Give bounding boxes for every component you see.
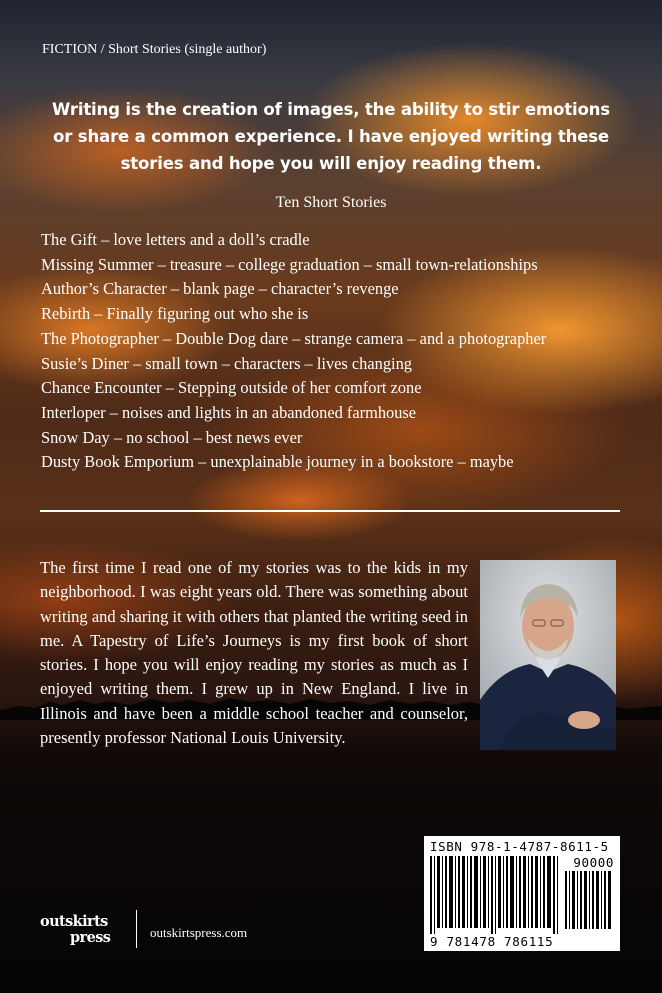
story-item: The Photographer – Double Dog dare – strange camera – and a photographer bbox=[41, 328, 547, 348]
section-divider bbox=[40, 510, 620, 512]
isbn-label: ISBN 978-1-4787-8611-5 bbox=[430, 839, 609, 854]
author-bio: The first time I read one of my stories was to the kids in my neighborhood. I was eight years old. There was something about writing and sharing it with others that planted the writing seed in me. A Tapestry of Life’s Journeys is my first book of short stories. I hope you will enjoy reading my stories as much as I enjoyed writing them. I grew up in New England. I live in Illinois and have been a middle school teacher and counselor, presently professor National Louis University. bbox=[40, 558, 468, 748]
publisher-logo-sub: press bbox=[70, 929, 111, 946]
story-list bbox=[41, 228, 546, 475]
stories-heading: Ten Short Stories bbox=[275, 194, 387, 211]
story-item: Interloper – noises and lights in an abandoned farmhouse bbox=[41, 402, 417, 422]
barcode-icon bbox=[430, 856, 560, 934]
story-item: Dusty Book Emporium – unexplainable journey in a bookstore – maybe bbox=[41, 452, 514, 472]
price-code: 90000 bbox=[573, 855, 614, 870]
publisher-logo: outskirts bbox=[40, 913, 108, 930]
genre-label: FICTION / Short Stories (single author) bbox=[42, 42, 267, 57]
story-item: Snow Day – no school – best news ever bbox=[41, 427, 303, 447]
tagline-blurb: Writing is the creation of images, the ability to stir emotions or share a common experience. I have enjoyed writing these stories and hope you will enjoy reading them. bbox=[52, 100, 610, 173]
isbn-barcode bbox=[424, 836, 620, 951]
story-item: Rebirth – Finally figuring out who she is bbox=[41, 304, 309, 324]
story-item: Susie’s Diner – small town – characters – lives changing bbox=[41, 353, 412, 373]
story-item: Author’s Character – blank page – character’s revenge bbox=[41, 279, 399, 299]
story-item: Missing Summer – treasure – college graduation – small town-relationships bbox=[41, 254, 538, 274]
story-item: The Gift – love letters and a doll’s cradle bbox=[41, 230, 310, 249]
publisher-divider bbox=[136, 910, 137, 948]
story-item: Chance Encounter – Stepping outside of her comfort zone bbox=[41, 378, 422, 398]
barcode-addon-icon bbox=[565, 871, 613, 929]
publisher-block bbox=[40, 910, 300, 950]
ean-digits: 9 781478 786115 bbox=[430, 934, 554, 949]
author-photo-icon bbox=[480, 560, 616, 750]
publisher-website: outskirtspress.com bbox=[150, 925, 248, 940]
author-photo bbox=[480, 560, 616, 750]
